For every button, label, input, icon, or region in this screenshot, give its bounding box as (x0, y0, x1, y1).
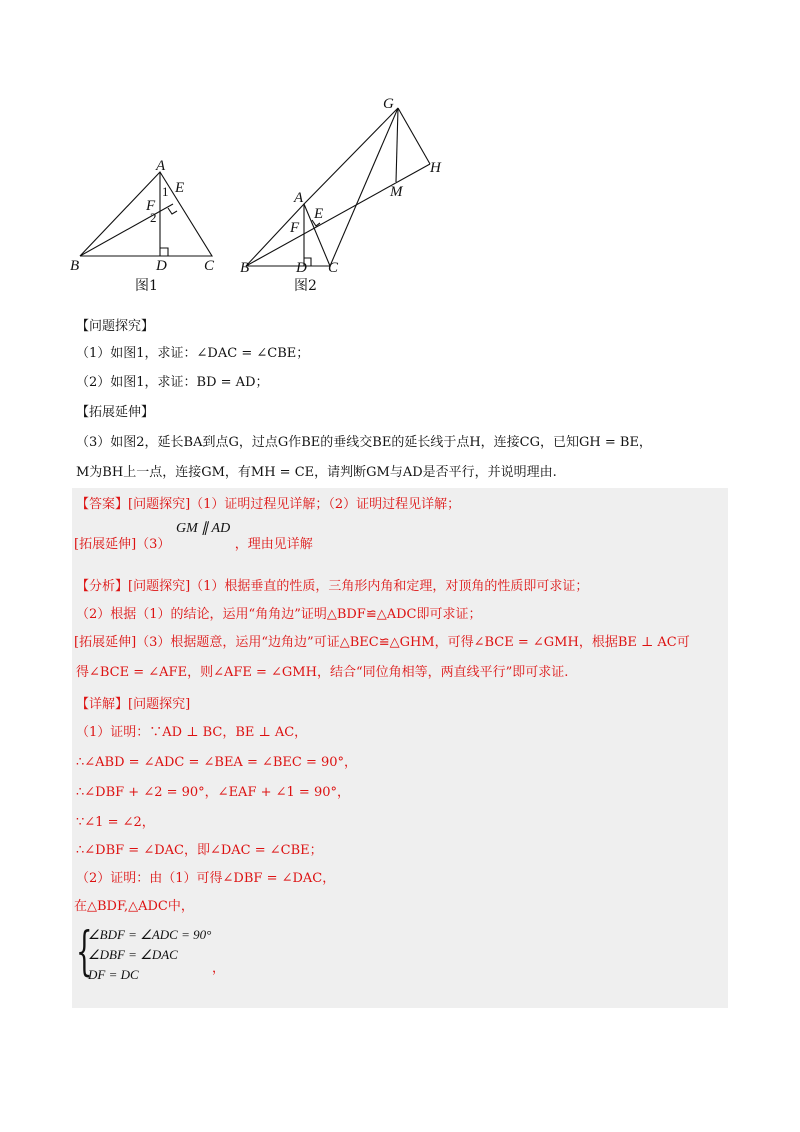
triangle-abc (80, 172, 212, 256)
fig2-label-m: M (390, 184, 403, 200)
detail-line-7: 在△BDF,△ADC中， (74, 899, 194, 914)
explore-header: 【问题探究】 (76, 319, 155, 334)
fig2-label-f: F (290, 220, 300, 236)
question-2: （2）如图1，求证：BD = AD； (76, 375, 269, 390)
case-row-2: ∠DBF = ∠DAC (88, 947, 178, 962)
right-angle-d (160, 248, 168, 256)
fig1-label-e: E (175, 180, 185, 196)
answer-line-2-prefix: [拓展延伸]（3） (74, 537, 171, 552)
analysis-line-3: [拓展延伸]（3）根据题意，运用“边角边”可证△BEC≌△GHM，可得∠BCE = ∠GMH，根据BE ⊥ AC可 (74, 635, 690, 650)
analysis-line-1: 【分析】[问题探究]（1）根据垂直的性质，三角形内角和定理，对顶角的性质即可求证； (76, 579, 589, 594)
left-brace: { (76, 922, 93, 982)
fig1-label-a: A (156, 158, 166, 174)
detail-line-4: ∵∠1 = ∠2， (76, 815, 155, 830)
line-bh (246, 164, 430, 266)
fig2-label-g: G (383, 96, 394, 112)
cases-suffix: ， (212, 960, 226, 975)
answer-line-2-suffix: ，理由见详解 (234, 537, 313, 552)
case-row-3: DF = DC (88, 967, 139, 982)
fig2-label-c: C (328, 260, 339, 276)
figure-1 (80, 172, 212, 256)
fig2-label-e: E (314, 206, 324, 222)
right-angle-e (168, 208, 177, 214)
detail-line-2: ∴∠ABD = ∠ADC = ∠BEA = ∠BEC = 90°， (76, 755, 358, 770)
line-gh (398, 108, 430, 164)
analysis-line-4: 得∠BCE = ∠AFE，则∠AFE = ∠GMH，结合“同位角相等，两直线平行”即可求证. (76, 665, 569, 680)
fig2-label-a: A (294, 190, 304, 206)
geometry-figures (60, 90, 480, 300)
extend-header: 【拓展延伸】 (76, 405, 155, 420)
line-be (80, 204, 173, 256)
line-gm (396, 108, 398, 182)
fig1-angle-2: 2 (150, 210, 157, 225)
figures-svg (60, 90, 480, 300)
fig1-label-f: F (146, 198, 156, 214)
fig1-angle-1: 1 (162, 184, 169, 199)
fig2-label-d: D (296, 260, 307, 276)
analysis-line-2: （2）根据（1）的结论，运用“角角边”证明△BDF≌△ADC即可求证； (76, 607, 482, 622)
fig1-caption: 图1 (135, 278, 158, 294)
case-row-1: ∠BDF = ∠ADC = 90° (88, 927, 212, 942)
answer-line-2 (74, 536, 313, 554)
fig1-label-b: B (70, 258, 80, 274)
question-1: （1）如图1，求证：∠DAC = ∠CBE； (76, 346, 310, 361)
fig2-label-h: H (430, 160, 441, 176)
detail-line-6: （2）证明：由（1）可得∠DBF = ∠DAC， (76, 871, 336, 886)
fig2-label-b: B (240, 260, 250, 276)
answer-line-1: 【答案】[问题探究]（1）证明过程见详解；（2）证明过程见详解； (76, 497, 461, 512)
fig1-label-c: C (204, 258, 215, 274)
question-3-line-2: M为BH上一点，连接GM，有MH = CE，请判断GM与AD是否平行，并说明理由. (76, 465, 557, 480)
fig2-caption: 图2 (294, 278, 317, 294)
detail-line-3: ∴∠DBF + ∠2 = 90°，∠EAF + ∠1 = 90°， (76, 785, 350, 800)
detail-line-1: （1）证明：∵AD ⊥ BC，BE ⊥ AC， (76, 725, 308, 740)
answer-gm-parallel-ad: GM ∥ AD (176, 521, 231, 536)
detail-header: 【详解】[问题探究] (76, 697, 191, 712)
question-3-line-1: （3）如图2，延长BA到点G，过点G作BE的垂线交BE的延长线于点H，连接CG，已知GH = BE， (76, 435, 652, 450)
detail-line-5: ∴∠DBF = ∠DAC，即∠DAC = ∠CBE； (76, 843, 323, 858)
fig1-label-d: D (156, 258, 167, 274)
